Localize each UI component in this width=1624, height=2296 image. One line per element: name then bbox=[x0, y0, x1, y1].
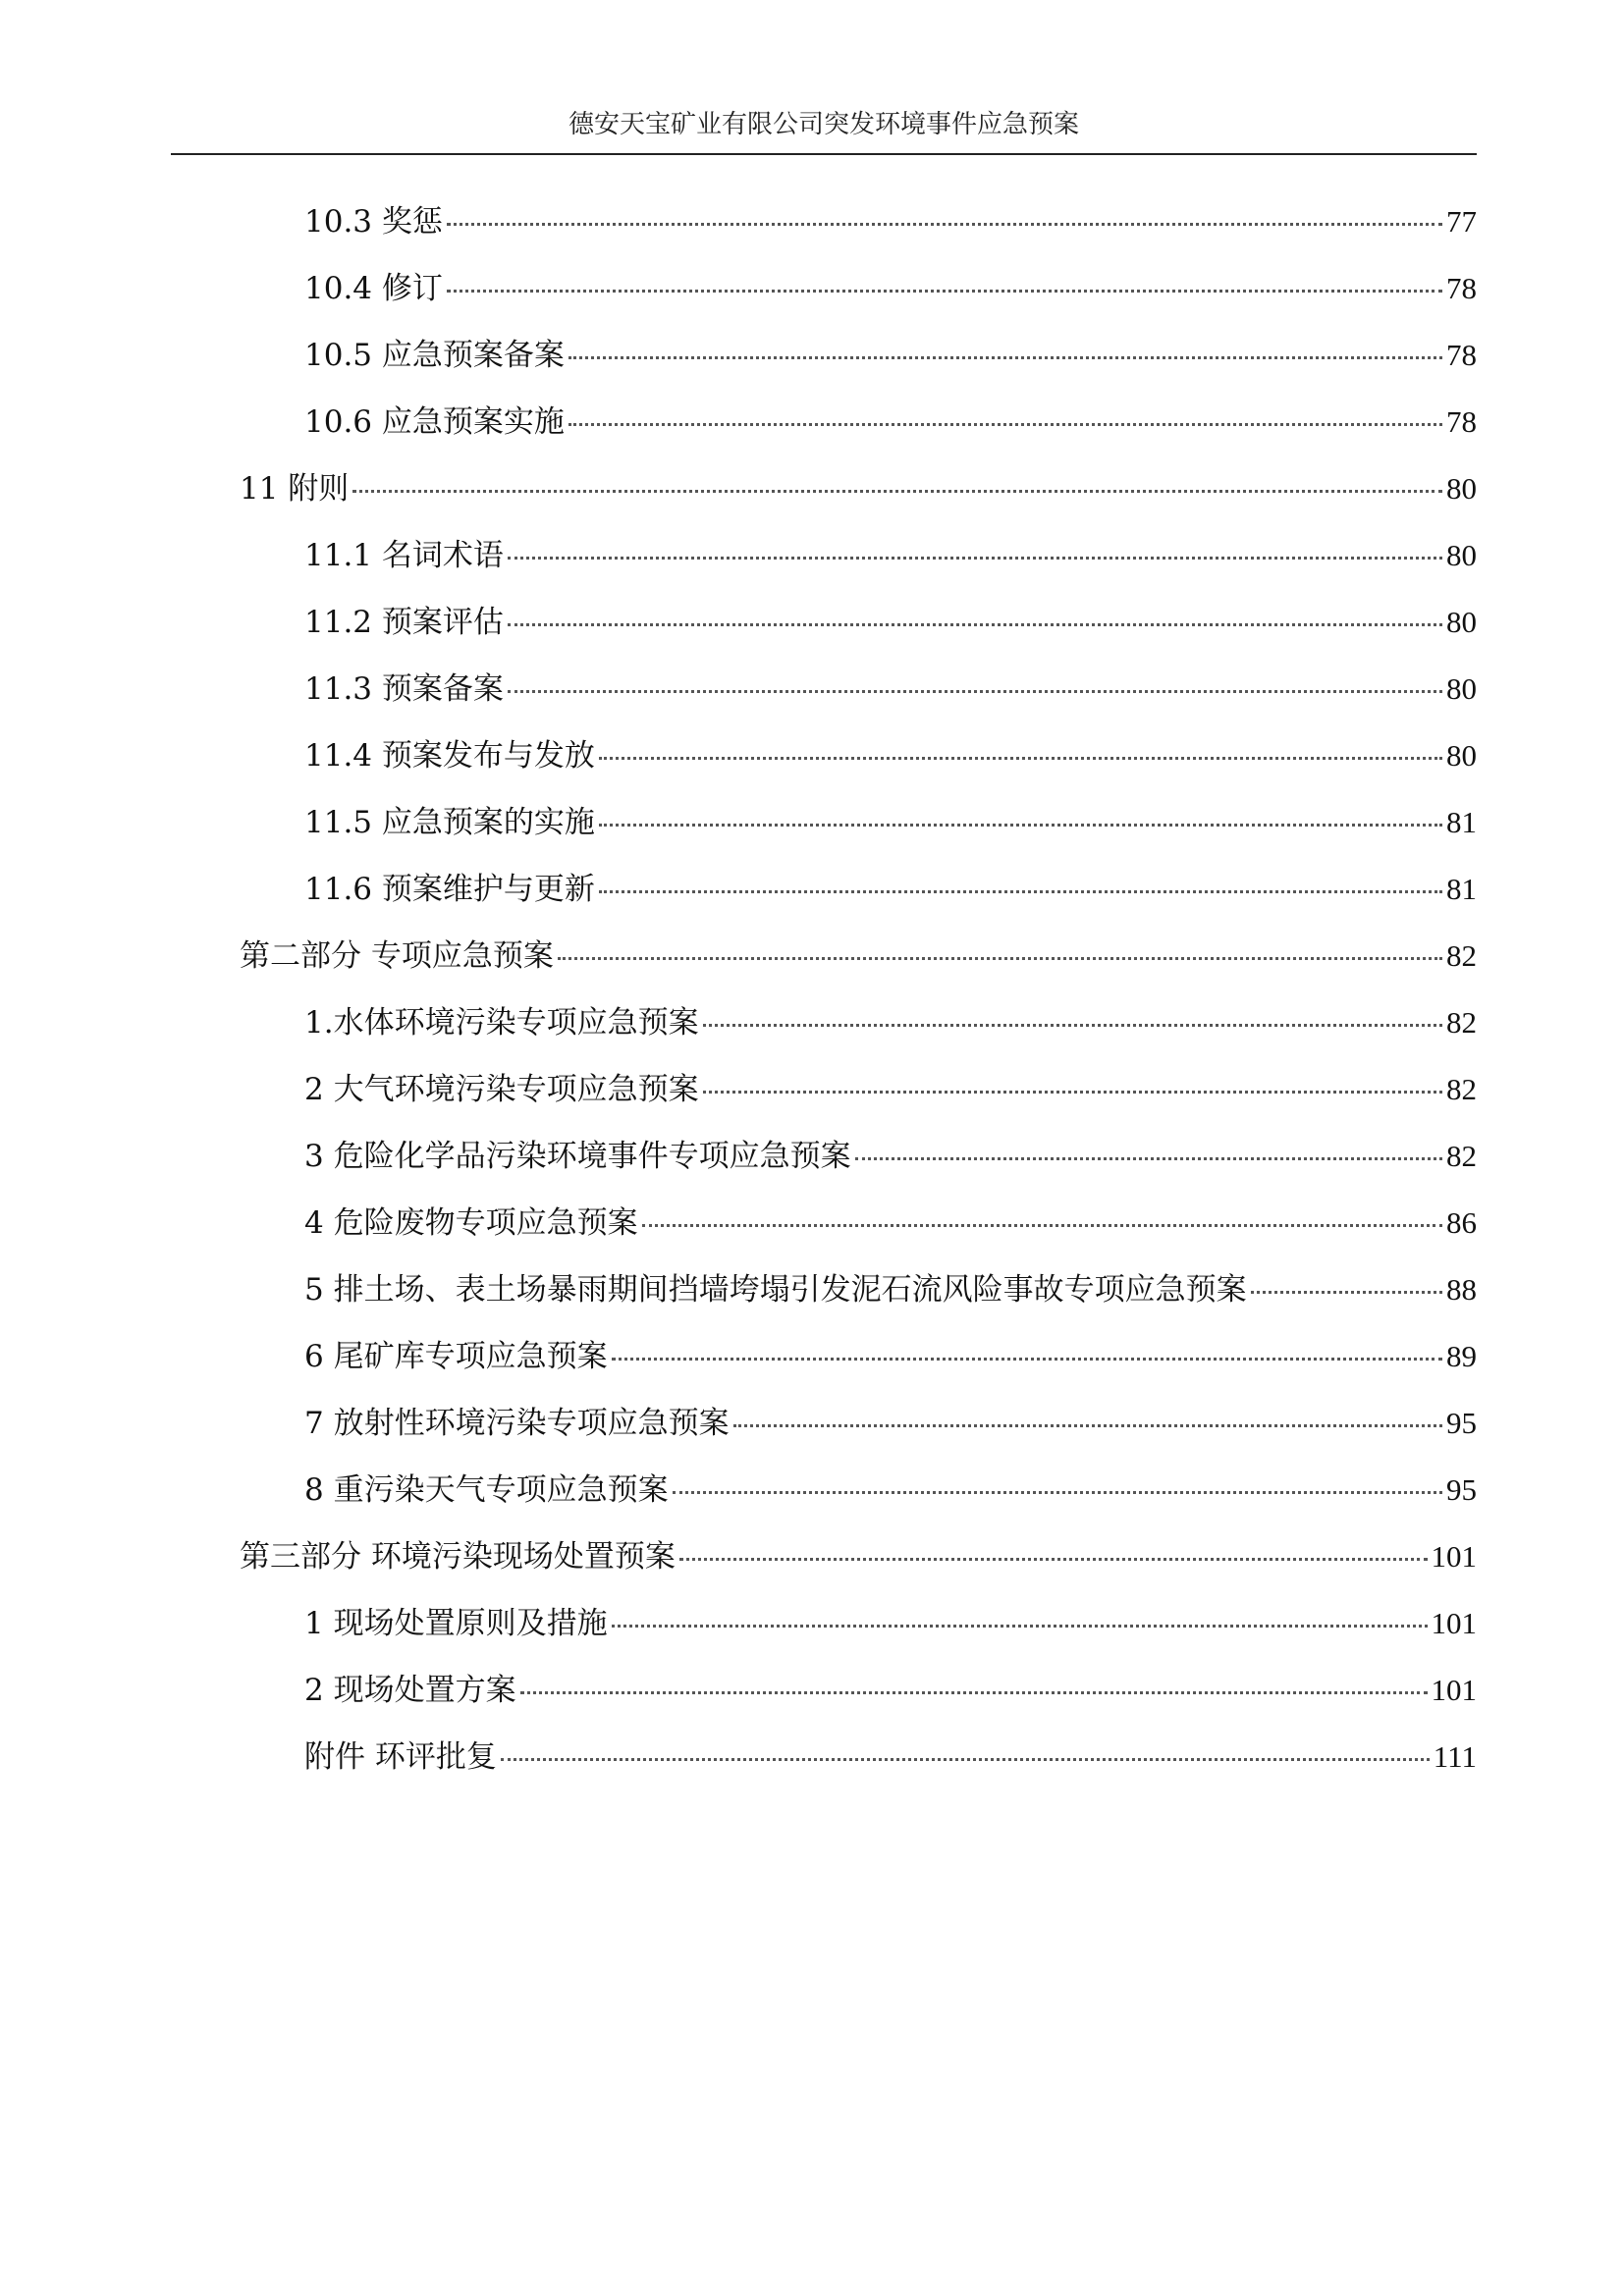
toc-entry-page: 82 bbox=[1446, 1005, 1477, 1040]
toc-dot-leader bbox=[508, 622, 1442, 626]
toc-entry[interactable] bbox=[304, 263, 1477, 314]
page-header: 德安天宝矿业有限公司突发环境事件应急预案 bbox=[568, 110, 1079, 139]
toc-entry[interactable] bbox=[304, 530, 1477, 581]
toc-dot-leader bbox=[733, 1423, 1442, 1427]
toc-entry-title: 10.6 应急预案实施 bbox=[304, 404, 565, 440]
toc-entry-title: 11.2 预案评估 bbox=[304, 605, 504, 640]
toc-entry[interactable] bbox=[240, 463, 1477, 514]
toc-entry-page: 78 bbox=[1446, 404, 1477, 439]
toc-entry[interactable] bbox=[304, 864, 1477, 915]
toc-entry-page: 80 bbox=[1446, 605, 1477, 639]
toc-entry-title: 11 附则 bbox=[240, 471, 350, 507]
toc-dot-leader bbox=[855, 1156, 1442, 1160]
toc-entry-page: 95 bbox=[1446, 1406, 1477, 1440]
toc-entry[interactable] bbox=[304, 997, 1477, 1048]
toc-dot-leader bbox=[599, 889, 1442, 893]
toc-entry[interactable] bbox=[304, 1198, 1477, 1249]
toc-entry-page: 80 bbox=[1446, 471, 1477, 506]
toc-entry[interactable] bbox=[304, 1264, 1477, 1315]
toc-entry-page: 78 bbox=[1446, 338, 1477, 372]
toc-dot-leader bbox=[612, 1624, 1428, 1628]
toc-entry[interactable] bbox=[304, 196, 1477, 247]
toc-dot-leader bbox=[642, 1223, 1442, 1227]
toc-dot-leader bbox=[447, 222, 1442, 226]
toc-entry-page: 89 bbox=[1446, 1339, 1477, 1373]
toc-entry-page: 81 bbox=[1446, 872, 1477, 906]
toc-dot-leader bbox=[1251, 1290, 1442, 1294]
toc-entry-title: 1.水体环境污染专项应急预案 bbox=[304, 1005, 699, 1041]
toc-entry[interactable] bbox=[304, 397, 1477, 448]
toc-dot-leader bbox=[568, 422, 1442, 426]
toc-entry-page: 81 bbox=[1446, 805, 1477, 839]
toc-entry[interactable] bbox=[304, 597, 1477, 648]
toc-entry-title: 第二部分 专项应急预案 bbox=[240, 938, 554, 974]
toc-entry-page: 80 bbox=[1446, 671, 1477, 706]
toc-entry-title: 第三部分 环境污染现场处置预案 bbox=[240, 1539, 676, 1575]
toc-entry-title: 附件 环评批复 bbox=[304, 1739, 497, 1775]
toc-entry-title: 11.3 预案备案 bbox=[304, 671, 504, 707]
toc-dot-leader bbox=[447, 289, 1442, 293]
toc-entry-title: 11.4 预案发布与发放 bbox=[304, 738, 595, 774]
toc-entry-title: 6 尾矿库专项应急预案 bbox=[304, 1339, 608, 1374]
toc-entry-page: 101 bbox=[1431, 1539, 1477, 1574]
toc-entry[interactable] bbox=[304, 1598, 1477, 1649]
toc-dot-leader bbox=[599, 756, 1442, 760]
toc-entry[interactable] bbox=[240, 931, 1477, 982]
toc-entry-title: 5 排土场、表土场暴雨期间挡墙垮塌引发泥石流风险事故专项应急预案 bbox=[304, 1272, 1247, 1308]
toc-dot-leader bbox=[508, 556, 1442, 560]
toc-entry[interactable] bbox=[304, 1732, 1477, 1783]
toc-entry-title: 4 危险废物专项应急预案 bbox=[304, 1205, 638, 1241]
toc-entry-title: 2 大气环境污染专项应急预案 bbox=[304, 1072, 699, 1107]
toc-entry[interactable] bbox=[304, 1465, 1477, 1516]
toc-dot-leader bbox=[352, 489, 1442, 493]
toc-entry-page: 88 bbox=[1446, 1272, 1477, 1307]
toc-entry-title: 7 放射性环境污染专项应急预案 bbox=[304, 1406, 730, 1441]
toc-entry[interactable] bbox=[304, 1331, 1477, 1382]
toc-entry-title: 11.1 名词术语 bbox=[304, 538, 504, 573]
toc-entry-title: 11.5 应急预案的实施 bbox=[304, 805, 595, 840]
toc-entry[interactable] bbox=[304, 1398, 1477, 1449]
toc-entry[interactable] bbox=[240, 1531, 1477, 1582]
toc-entry-page: 111 bbox=[1433, 1739, 1477, 1774]
toc-dot-leader bbox=[599, 823, 1442, 827]
toc-entry[interactable] bbox=[304, 664, 1477, 715]
toc-entry-page: 78 bbox=[1446, 271, 1477, 305]
toc-entry[interactable] bbox=[304, 1131, 1477, 1182]
toc-entry-title: 10.3 奖惩 bbox=[304, 204, 443, 240]
toc-entry-page: 82 bbox=[1446, 938, 1477, 973]
toc-dot-leader bbox=[703, 1023, 1442, 1027]
toc-entry-page: 82 bbox=[1446, 1139, 1477, 1173]
header-divider bbox=[171, 153, 1477, 155]
toc-entry-title: 3 危险化学品污染环境事件专项应急预案 bbox=[304, 1139, 851, 1174]
toc-entry-title: 10.4 修订 bbox=[304, 271, 443, 306]
toc-entry-page: 101 bbox=[1431, 1673, 1477, 1707]
toc-dot-leader bbox=[520, 1690, 1428, 1694]
toc-entry[interactable] bbox=[304, 797, 1477, 848]
toc-entry-page: 82 bbox=[1446, 1072, 1477, 1106]
toc-dot-leader bbox=[612, 1357, 1442, 1361]
toc-entry-title: 1 现场处置原则及措施 bbox=[304, 1606, 608, 1641]
toc-entry-page: 77 bbox=[1446, 204, 1477, 239]
toc-entry-page: 95 bbox=[1446, 1472, 1477, 1507]
toc-dot-leader bbox=[508, 689, 1442, 693]
toc-dot-leader bbox=[673, 1490, 1442, 1494]
toc-entry[interactable] bbox=[304, 730, 1477, 781]
toc-dot-leader bbox=[679, 1557, 1428, 1561]
toc-entry-title: 11.6 预案维护与更新 bbox=[304, 872, 595, 907]
toc-entry[interactable] bbox=[304, 330, 1477, 381]
toc-entry[interactable] bbox=[304, 1064, 1477, 1115]
toc-entry-title: 8 重污染天气专项应急预案 bbox=[304, 1472, 669, 1508]
toc-entry-page: 80 bbox=[1446, 738, 1477, 773]
toc-dot-leader bbox=[703, 1090, 1442, 1094]
toc-entry-page: 101 bbox=[1431, 1606, 1477, 1640]
toc-entry[interactable] bbox=[304, 1665, 1477, 1716]
toc-entry-title: 10.5 应急预案备案 bbox=[304, 338, 565, 373]
toc-dot-leader bbox=[568, 355, 1442, 359]
toc-dot-leader bbox=[558, 956, 1442, 960]
toc-entry-page: 86 bbox=[1446, 1205, 1477, 1240]
toc-entry-page: 80 bbox=[1446, 538, 1477, 572]
toc-entry-title: 2 现场处置方案 bbox=[304, 1673, 516, 1708]
toc-dot-leader bbox=[501, 1757, 1430, 1761]
